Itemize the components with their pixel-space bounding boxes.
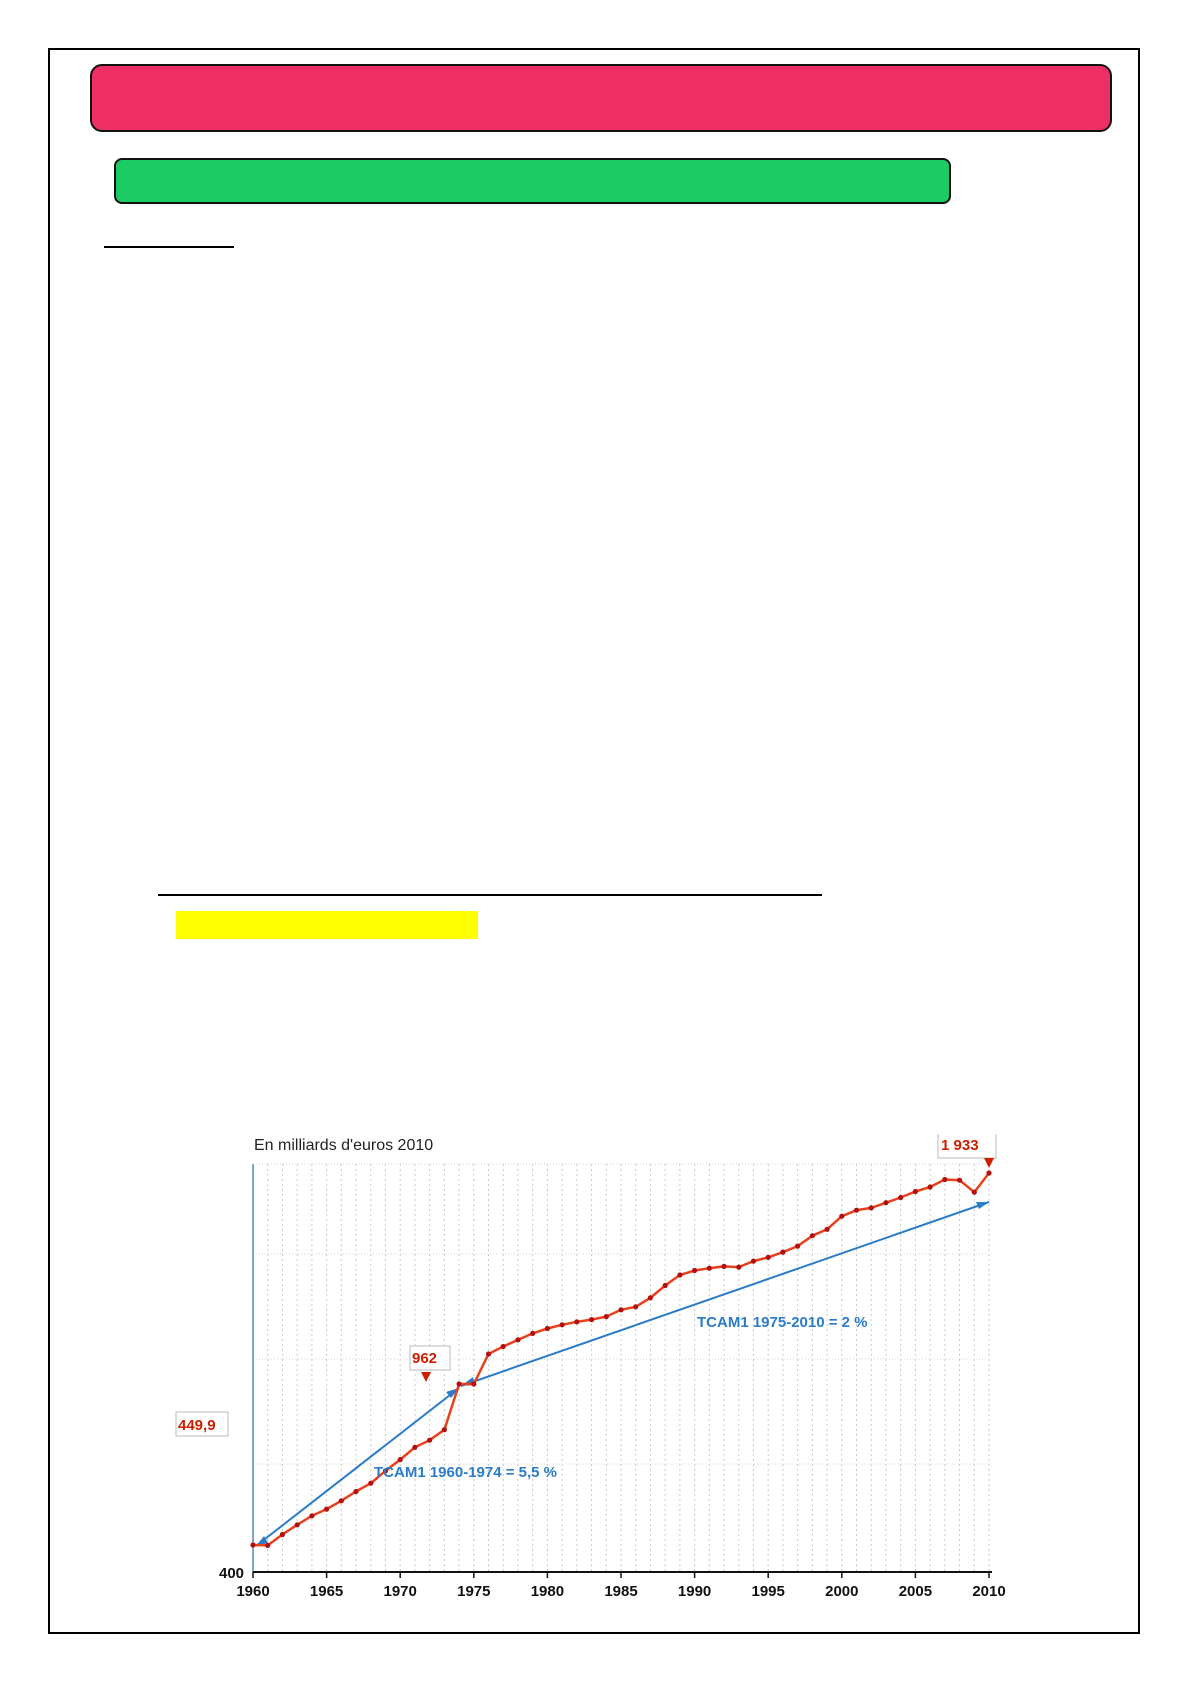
tcam-1960-1974-annotation: TCAM1 1960-1974 = 5,5 % xyxy=(374,1464,558,1481)
data-point-2006 xyxy=(928,1184,933,1189)
callout-1974 xyxy=(410,1346,450,1382)
data-point-1968 xyxy=(368,1481,373,1486)
data-point-1971 xyxy=(412,1445,417,1450)
heading-underline xyxy=(104,246,234,248)
x-tick-label-2005: 2005 xyxy=(898,1583,933,1600)
data-point-1993 xyxy=(736,1265,741,1270)
data-point-1975 xyxy=(471,1381,476,1386)
data-point-1985 xyxy=(618,1307,623,1312)
data-point-1984 xyxy=(604,1314,609,1319)
data-point-1983 xyxy=(589,1317,594,1322)
data-point-2009 xyxy=(972,1190,977,1195)
x-tick-label-1965: 1965 xyxy=(309,1583,344,1600)
x-tick-label-1975: 1975 xyxy=(457,1583,491,1600)
data-point-1995 xyxy=(766,1255,771,1260)
data-point-1992 xyxy=(721,1264,726,1269)
data-point-1963 xyxy=(295,1522,300,1527)
data-point-2000 xyxy=(839,1214,844,1219)
data-point-1964 xyxy=(309,1513,314,1518)
data-point-1977 xyxy=(501,1344,506,1349)
callout-end-marker xyxy=(984,1158,994,1168)
data-point-1976 xyxy=(486,1351,491,1356)
highlight-bar xyxy=(176,911,478,939)
y-tick-label-400: 400 xyxy=(219,1565,245,1582)
tcam-1975-2010-annotation: TCAM1 1975-2010 = 2 % xyxy=(697,1314,868,1331)
arrowhead-end-2 xyxy=(976,1202,989,1209)
data-point-1978 xyxy=(515,1337,520,1342)
x-tick-label-1985: 1985 xyxy=(604,1583,638,1600)
data-point-1988 xyxy=(663,1283,668,1288)
data-point-1986 xyxy=(633,1304,638,1309)
data-point-2004 xyxy=(898,1195,903,1200)
title-banner xyxy=(90,64,1112,132)
x-tick-label-1980: 1980 xyxy=(530,1583,565,1600)
data-point-1999 xyxy=(825,1227,830,1232)
data-point-2001 xyxy=(854,1208,859,1213)
data-point-1991 xyxy=(707,1266,712,1271)
callout-end xyxy=(938,1134,996,1168)
data-point-1989 xyxy=(677,1272,682,1277)
section-underline xyxy=(158,894,822,896)
callout-start-label: 449,9 xyxy=(178,1417,216,1434)
data-point-2007 xyxy=(942,1177,947,1182)
data-point-1972 xyxy=(427,1438,432,1443)
data-point-2008 xyxy=(957,1178,962,1183)
data-point-1997 xyxy=(795,1244,800,1249)
x-tick-label-1960: 1960 xyxy=(236,1583,270,1600)
subtitle-banner xyxy=(114,158,951,204)
x-tick-label-1990: 1990 xyxy=(677,1583,712,1600)
unit-label: En milliards d'euros 2010 xyxy=(254,1137,434,1154)
data-point-1998 xyxy=(810,1233,815,1238)
data-point-1965 xyxy=(324,1507,329,1512)
gdp-line-chart xyxy=(174,1134,1014,1614)
data-point-1973 xyxy=(442,1427,447,1432)
data-point-1980 xyxy=(545,1326,550,1331)
data-point-1962 xyxy=(280,1532,285,1537)
x-tick-label-1995: 1995 xyxy=(751,1583,785,1600)
x-tick-label-2010: 2010 xyxy=(972,1583,1006,1600)
data-point-2005 xyxy=(913,1189,918,1194)
x-tick-label-1970: 1970 xyxy=(383,1583,417,1600)
chart-grid xyxy=(253,1164,989,1572)
data-point-1990 xyxy=(692,1268,697,1273)
x-ticks xyxy=(236,1572,1005,1600)
data-point-1996 xyxy=(780,1250,785,1255)
callout-end-label: 1 933 xyxy=(941,1137,979,1154)
data-point-1970 xyxy=(398,1457,403,1462)
tcam-arrow-1975-2010 xyxy=(461,1202,989,1386)
data-point-1982 xyxy=(574,1319,579,1324)
data-point-2002 xyxy=(869,1205,874,1210)
data-point-1979 xyxy=(530,1331,535,1336)
data-point-1966 xyxy=(339,1498,344,1503)
data-point-1994 xyxy=(751,1259,756,1264)
data-point-1981 xyxy=(560,1322,565,1327)
x-tick-label-2000: 2000 xyxy=(825,1583,859,1600)
data-point-1960 xyxy=(250,1542,255,1547)
data-point-2003 xyxy=(883,1200,888,1205)
data-point-1987 xyxy=(648,1295,653,1300)
data-point-1967 xyxy=(353,1489,358,1494)
data-point-2010 xyxy=(986,1170,991,1175)
data-point-1961 xyxy=(265,1543,270,1548)
data-point-1974 xyxy=(457,1381,462,1386)
callout-1974-label: 962 xyxy=(412,1350,438,1367)
callout-start xyxy=(176,1412,228,1436)
